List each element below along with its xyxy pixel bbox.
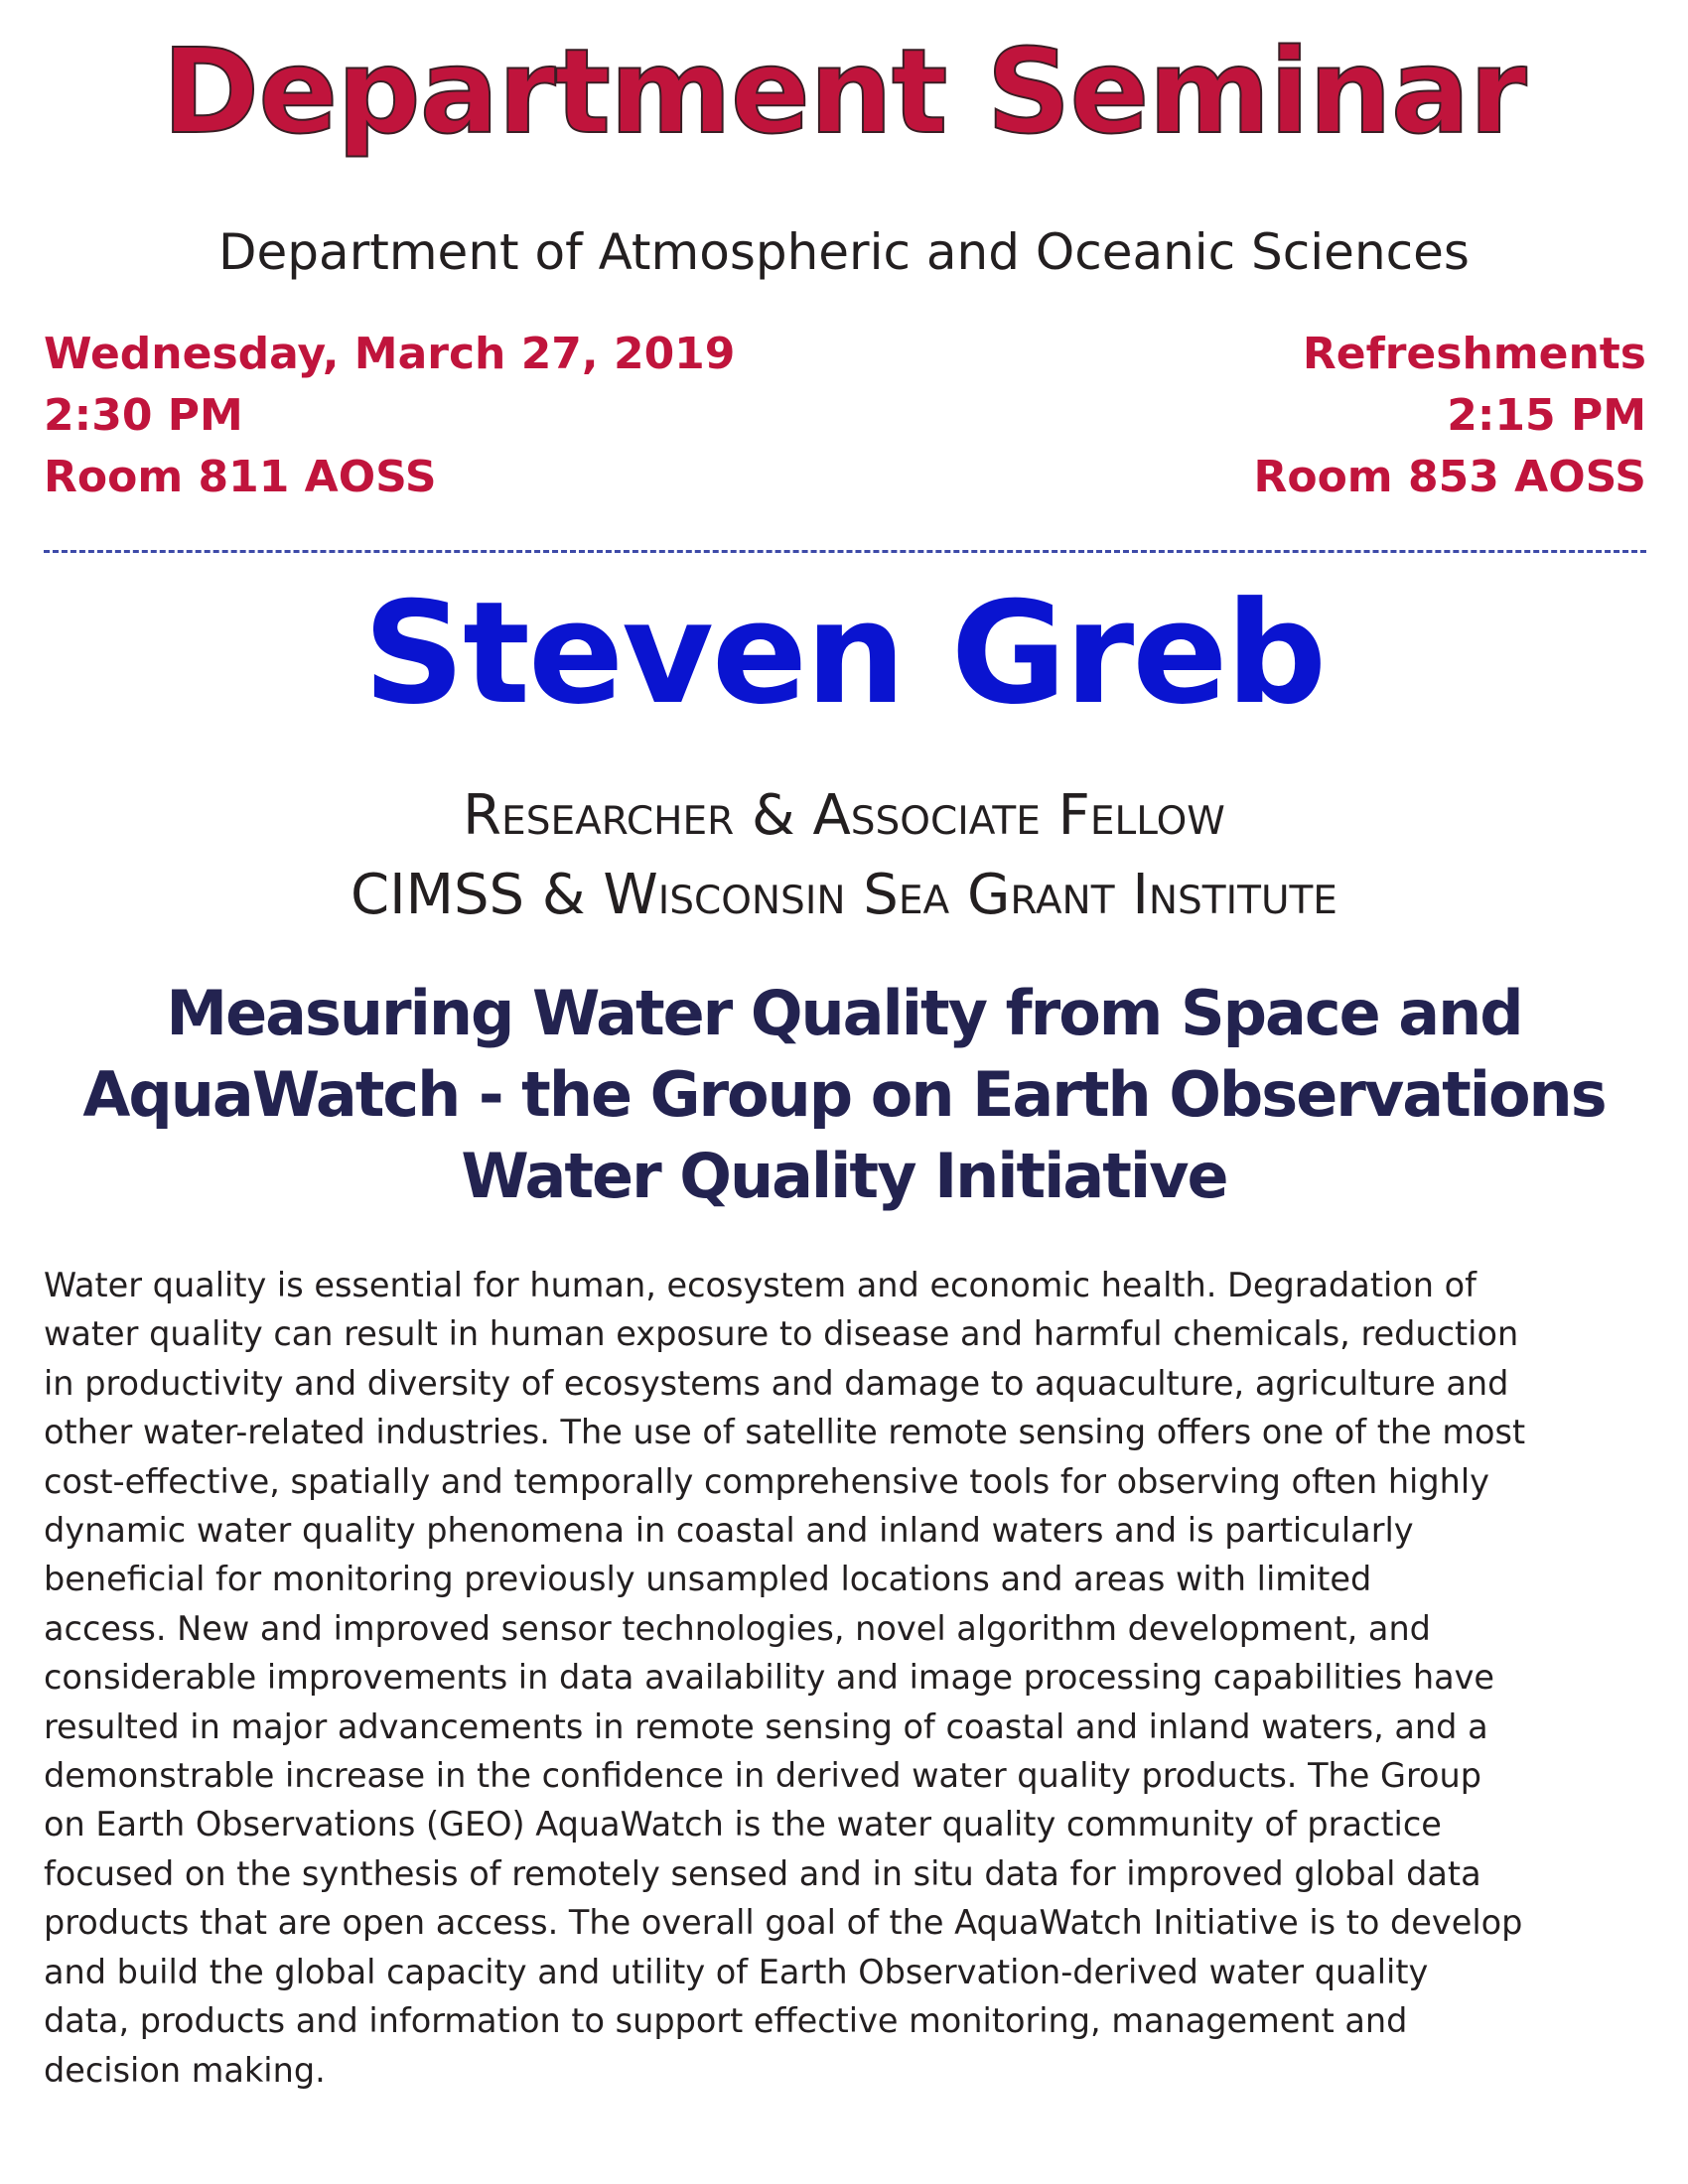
abstract-line: water quality can result in human exposure to disease and harmful chemicals, reduction [44, 1314, 1519, 1354]
refreshments-details [1253, 324, 1646, 508]
abstract [44, 1261, 1652, 2095]
abstract-line: beneficial for monitoring previously unsampled locations and areas with limited [44, 1560, 1372, 1599]
abstract-line: on Earth Observations (GEO) AquaWatch is the water quality community of practice [44, 1805, 1442, 1844]
refreshments-time: 2:15 PM [1447, 390, 1646, 441]
abstract-line: dynamic water quality phenomena in coastal and inland waters and is particularly [44, 1511, 1414, 1551]
abstract-line: cost-effective, spatially and temporally comprehensive tools for observing often highly [44, 1461, 1489, 1501]
refreshments-room: Room 853 AOSS [1253, 452, 1646, 502]
department-name: Department of Atmospheric and Oceanic Sciences [218, 223, 1470, 281]
abstract-line: decision making. [44, 2050, 326, 2090]
refreshments-label: Refreshments [1302, 329, 1646, 379]
section-divider [44, 550, 1646, 553]
abstract-line: considerable improvements in data availability and image processing capabilities have [44, 1658, 1495, 1698]
abstract-line: demonstrable increase in the confidence in derived water quality products. The Group [44, 1756, 1482, 1796]
speaker-affiliation [0, 776, 1688, 935]
abstract-line: data, products and information to support effective monitoring, management and [44, 2001, 1408, 2041]
abstract-line: access. New and improved sensor technologies, novel algorithm development, and [44, 1608, 1431, 1648]
talk-title-line: AquaWatch - the Group on Earth Observations [82, 1058, 1606, 1131]
abstract-line: products that are open access. The overall goal of the AquaWatch Initiative is to develop [44, 1903, 1523, 1943]
abstract-line: other water-related industries. The use of satellite remote sensing offers one of the most [44, 1413, 1526, 1452]
speaker-name: Steven Greb [362, 572, 1326, 736]
abstract-line: focused on the synthesis of remotely sensed and in situ data for improved global data [44, 1853, 1481, 1893]
event-time: 2:30 PM [44, 390, 243, 441]
event-room: Room 811 AOSS [44, 452, 437, 502]
abstract-line: and build the global capacity and utility of Earth Observation-derived water quality [44, 1952, 1429, 1991]
page-title: Department Seminar [162, 23, 1526, 160]
abstract-line: in productivity and diversity of ecosystems and damage to aquaculture, agriculture and [44, 1363, 1509, 1403]
event-date: Wednesday, March 27, 2019 [44, 329, 736, 379]
talk-title-line: Water Quality Initiative [461, 1140, 1227, 1212]
speaker-role: Researcher & Associate Fellow [463, 783, 1225, 848]
talk-title-line: Measuring Water Quality from Space and [166, 977, 1522, 1049]
talk-title [20, 973, 1668, 1217]
abstract-line: resulted in major advancements in remote sensing of coastal and inland waters, and a [44, 1706, 1488, 1746]
abstract-line: Water quality is essential for human, ecosystem and economic health. Degradation of [44, 1266, 1477, 1304]
event-details [44, 324, 735, 508]
speaker-institution: CIMSS & Wisconsin Sea Grant Institute [351, 863, 1337, 927]
